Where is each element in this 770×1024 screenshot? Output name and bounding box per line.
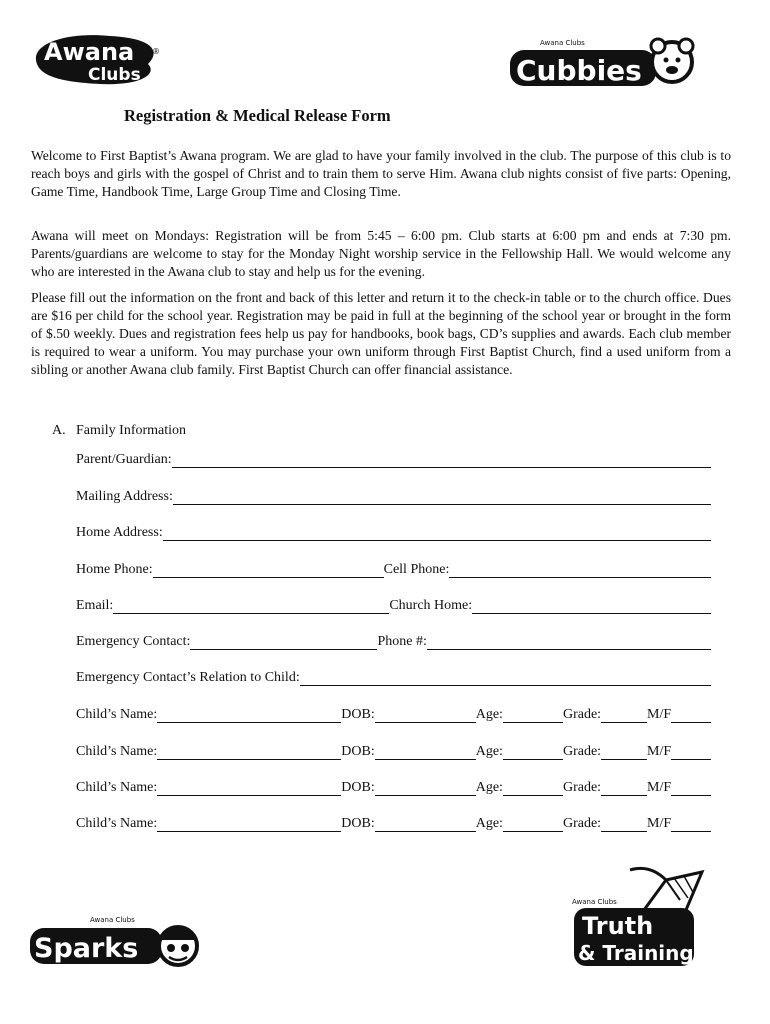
page-title: Registration & Medical Release Form	[124, 106, 391, 125]
email-label: Email:	[76, 598, 114, 613]
child-grade-label: Grade:	[562, 816, 602, 831]
child-dob-field[interactable]	[375, 781, 476, 796]
child-age-field[interactable]	[503, 781, 563, 796]
intro-paragraph: Welcome to First Baptist’s Awana program. We are glad to have your family involved in the club. The purpose of this club is to reach boys and girls with the gospel of Christ and to train them to serve Him. Awana club nights consist of five parts: Opening, Game Time, Handbook Time, Large Group Time and Closing Time.	[31, 148, 731, 199]
phone-number-field[interactable]	[427, 635, 711, 650]
cubbies-logo-word: Cubbies	[516, 54, 642, 87]
child-row	[76, 778, 711, 796]
child-row	[76, 742, 711, 760]
child-name-label: Child’s Name:	[76, 744, 158, 759]
child-dob-field[interactable]	[375, 745, 476, 760]
child-sex-field[interactable]	[671, 708, 711, 723]
truth-training-logo-line1: Truth	[582, 912, 654, 940]
parent-guardian-field[interactable]	[172, 453, 711, 468]
home-address-label: Home Address:	[76, 525, 163, 540]
child-age-field[interactable]	[503, 708, 563, 723]
child-grade-label: Grade:	[562, 744, 602, 759]
child-name-field[interactable]	[157, 745, 341, 760]
cell-phone-label: Cell Phone:	[383, 562, 450, 577]
truth-training-logo	[570, 866, 720, 970]
child-grade-label: Grade:	[562, 707, 602, 722]
child-grade-field[interactable]	[601, 781, 647, 796]
relation-field[interactable]	[300, 671, 711, 686]
child-dob-field[interactable]	[375, 708, 476, 723]
home-phone-field[interactable]	[153, 563, 384, 578]
emergency-contact-label: Emergency Contact:	[76, 634, 191, 649]
emergency-contact-field[interactable]	[190, 635, 377, 650]
phone-number-label: Phone #:	[377, 634, 427, 649]
child-name-label: Child’s Name:	[76, 816, 158, 831]
child-sex-field[interactable]	[671, 817, 711, 832]
parent-guardian-row	[76, 450, 711, 468]
open-book-icon	[630, 868, 702, 910]
awana-logo-mark: ®	[152, 47, 160, 56]
cell-phone-field[interactable]	[449, 563, 711, 578]
dues-paragraph: Please fill out the information on the front and back of this letter and return it to the check-in table or to the church office. Dues are $16 per child for the school year. Registration may be paid in full at the beginning of the school year or brought in the form of $.50 weekly. Dues and registration fees help us pay for handbooks, book bags, CD’s supplies and awards. Each club member is required to wear a uniform. You may purchase your own uniform through First Baptist Church, find a used uniform from a sibling or another Awana club family. First Baptist Church can offer financial assistance.	[31, 290, 731, 377]
truth-training-logo-small: Awana Clubs	[572, 898, 617, 906]
child-row	[76, 705, 711, 723]
child-age-label: Age:	[475, 744, 503, 759]
bear-icon	[651, 39, 693, 82]
child-age-label: Age:	[475, 816, 503, 831]
child-name-field[interactable]	[157, 817, 341, 832]
mailing-address-field[interactable]	[173, 490, 711, 505]
mailing-address-row	[76, 487, 711, 505]
awana-logo-line1: Awana	[44, 38, 135, 66]
section-title: Family Information	[76, 423, 187, 438]
home-address-row	[76, 523, 711, 541]
church-home-field[interactable]	[472, 599, 711, 614]
child-row	[76, 814, 711, 832]
mailing-address-label: Mailing Address:	[76, 489, 173, 504]
child-grade-field[interactable]	[601, 817, 647, 832]
child-age-field[interactable]	[503, 745, 563, 760]
child-sex-field[interactable]	[671, 781, 711, 796]
truth-training-logo-line2: & Training	[578, 941, 694, 965]
sparks-logo-small: Awana Clubs	[90, 916, 135, 924]
awana-logo-line2: Clubs	[88, 65, 141, 85]
child-age-label: Age:	[475, 780, 503, 795]
home-phone-label: Home Phone:	[76, 562, 153, 577]
emergency-contact-row	[76, 632, 711, 650]
child-sex-label: M/F	[647, 780, 672, 795]
child-age-field[interactable]	[503, 817, 563, 832]
child-sex-label: M/F	[647, 744, 672, 759]
child-age-label: Age:	[475, 707, 503, 722]
section-heading	[52, 423, 186, 439]
relation-row	[76, 668, 711, 686]
child-sex-field[interactable]	[671, 745, 711, 760]
child-dob-label: DOB:	[341, 780, 375, 795]
child-name-label: Child’s Name:	[76, 780, 158, 795]
child-grade-label: Grade:	[562, 780, 602, 795]
sparks-logo-word: Sparks	[34, 933, 139, 964]
child-name-field[interactable]	[157, 781, 341, 796]
child-name-field[interactable]	[157, 708, 341, 723]
relation-label: Emergency Contact’s Relation to Child:	[76, 670, 300, 685]
child-grade-field[interactable]	[601, 708, 647, 723]
child-dob-label: DOB:	[341, 816, 375, 831]
child-name-label: Child’s Name:	[76, 707, 158, 722]
sparky-face-icon	[159, 927, 197, 965]
home-address-field[interactable]	[163, 526, 711, 541]
awana-clubs-logo	[30, 30, 162, 88]
sparks-logo	[28, 910, 204, 970]
parent-guardian-label: Parent/Guardian:	[76, 452, 172, 467]
child-dob-field[interactable]	[375, 817, 476, 832]
child-grade-field[interactable]	[601, 745, 647, 760]
child-dob-label: DOB:	[341, 744, 375, 759]
cubbies-logo-small: Awana Clubs	[540, 39, 585, 47]
schedule-paragraph: Awana will meet on Mondays: Registration will be from 5:45 – 6:00 pm. Club starts at 6:00 pm and ends at 7:30 pm. Parents/guardians are welcome to stay for the Monday Night worship service in the Fellowship Hall. We would welcome any who are interested in the Awana club to stay and help us for the evening.	[31, 228, 731, 279]
cubbies-logo	[508, 34, 700, 90]
section-letter: A.	[52, 423, 66, 438]
child-dob-label: DOB:	[341, 707, 375, 722]
child-sex-label: M/F	[647, 707, 672, 722]
child-sex-label: M/F	[647, 816, 672, 831]
church-home-label: Church Home:	[389, 598, 473, 613]
email-field[interactable]	[113, 599, 389, 614]
email-row	[76, 596, 711, 614]
phone-row	[76, 560, 711, 578]
